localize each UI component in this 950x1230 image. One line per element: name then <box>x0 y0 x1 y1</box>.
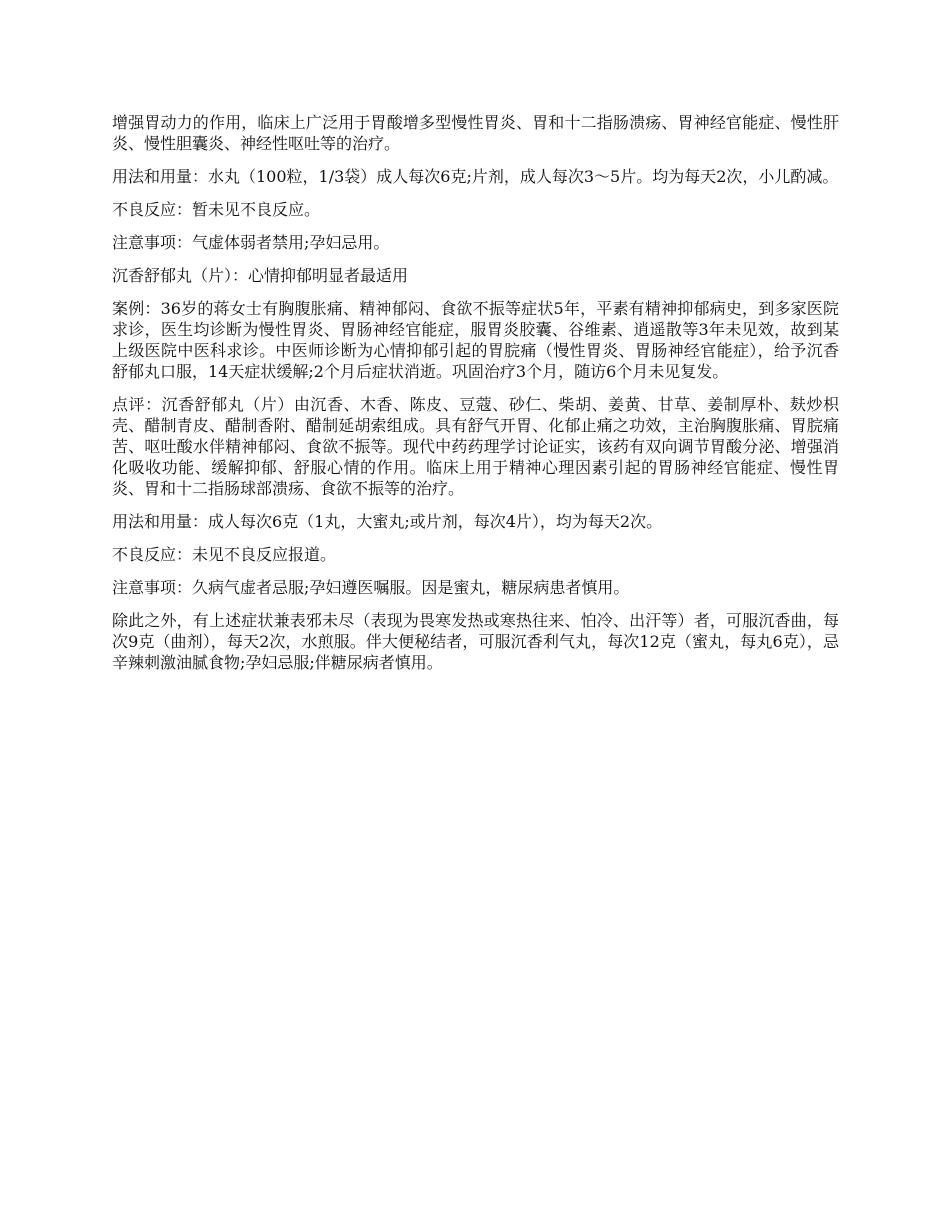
paragraph-2: 用法和用量：水丸（100粒，1/3袋）成人每次6克;片剂，成人每次3～5片。均为每天2次，小儿酌减。 <box>112 167 839 186</box>
document-body <box>112 112 839 685</box>
paragraph-precautions: 注意事项：久病气虚者忌服;孕妇遵医嘱服。因是蜜丸，糖尿病患者慎用。 <box>112 578 630 597</box>
paragraph-3: 不良反应：暂未见不良反应。 <box>112 200 321 219</box>
paragraph-side-effects: 不良反应：未见不良反应报道。 <box>112 545 337 564</box>
paragraph-4: 注意事项：气虚体弱者禁用;孕妇忌用。 <box>112 233 390 252</box>
paragraph-comment: 点评：沉香舒郁丸（片）由沉香、木香、陈皮、豆蔻、砂仁、柴胡、姜黄、甘草、姜制厚朴、麸炒枳壳、醋制青皮、醋制香附、醋制延胡索组成。具有舒气开胃、化郁止痛之功效，主治胸腹胀痛、胃脘痛苦、呕吐酸水伴精神郁闷、食欲不振等。现代中药药理学讨论证实，该药有双向调节胃酸分泌、增强消化吸收功能、缓解抑郁、舒服心情的作用。临床上用于精神心理因素引起的胃肠神经官能症、慢性胃炎、胃和十二指肠球部溃疡、食欲不振等的治疗。 <box>112 395 839 498</box>
paragraph-case: 案例：36岁的蒋女士有胸腹胀痛、精神郁闷、食欲不振等症状5年，平素有精神抑郁病史，到多家医院求诊，医生均诊断为慢性胃炎、胃肠神经官能症，服胃炎胶囊、谷维素、逍遥散等3年未见效，故到某上级医院中医科求诊。中医师诊断为心情抑郁引起的胃脘痛（慢性胃炎、胃肠神经官能症），给予沉香舒郁丸口服，14天症状缓解;2个月后症状消逝。巩固治疗3个月，随访6个月未见复发。 <box>112 299 839 381</box>
section-heading: 沉香舒郁丸（片）：心情抑郁明显者最适用 <box>112 266 409 285</box>
paragraph-dosage: 用法和用量：成人每次6克（1丸，大蜜丸;或片剂，每次4片），均为每天2次。 <box>112 512 663 531</box>
paragraph-additional: 除此之外，有上述症状兼表邪未尽（表现为畏寒发热或寒热往来、怕冷、出汗等）者，可服沉香曲，每次9克（曲剂），每天2次，水煎服。伴大便秘结者，可服沉香利气丸，每次12克（蜜丸，每丸6克），忌辛辣刺激油腻食物;孕妇忌服;伴糖尿病者慎用。 <box>112 611 839 672</box>
paragraph-1: 增强胃动力的作用，临床上广泛用于胃酸增多型慢性胃炎、胃和十二指肠溃疡、胃神经官能症、慢性肝炎、慢性胆囊炎、神经性呕吐等的治疗。 <box>112 113 839 153</box>
